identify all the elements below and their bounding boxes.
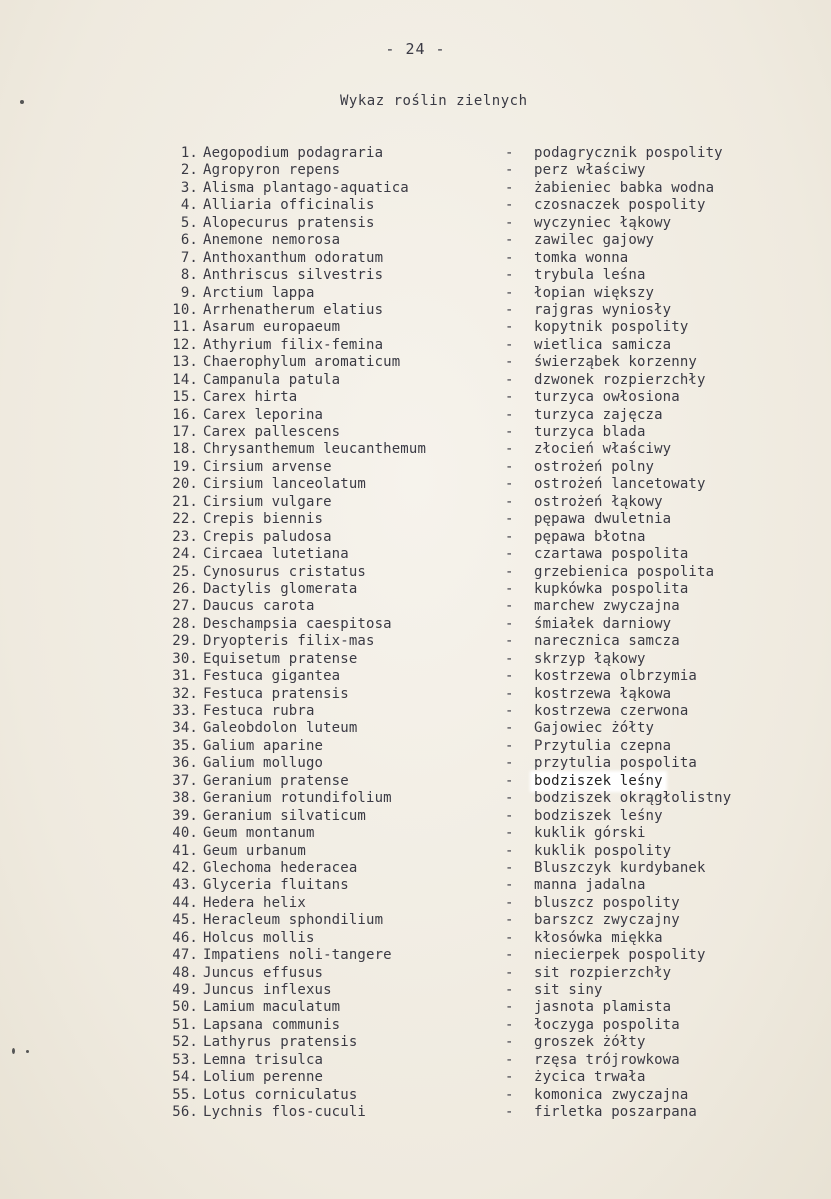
entry-number: 18.	[172, 441, 198, 458]
latin-name: Aegopodium podagraria	[203, 145, 384, 161]
polish-name: pępawa błotna	[534, 528, 646, 545]
entry-number: 36.	[172, 755, 198, 772]
latin-name: Festuca pratensis	[203, 685, 349, 702]
latin-name: Anthoxanthum odoratum	[203, 249, 384, 266]
latin-name: Asarum europaeum	[203, 319, 341, 336]
polish-name: śmiałek darniowy	[534, 615, 672, 632]
list-item	[0, 145, 831, 162]
entry-number: 11.	[172, 319, 198, 336]
separator-dash: -	[505, 336, 514, 353]
latin-name: Cynosurus cristatus	[203, 563, 366, 580]
list-item	[0, 843, 831, 860]
latin-name: Dactylis glomerata	[203, 580, 358, 597]
polish-name: grzebienica pospolita	[534, 563, 715, 580]
entry-number: 33.	[172, 703, 198, 719]
page-number: - 24 -	[385, 40, 446, 58]
list-item	[0, 581, 831, 598]
polish-name: marchew zwyczajna	[534, 598, 680, 615]
entry-number: 35.	[172, 737, 198, 754]
entry-number: 23.	[172, 528, 198, 545]
polish-name: kostrzewa olbrzymia	[534, 668, 697, 685]
separator-dash: -	[505, 929, 514, 946]
latin-name: Cirsium arvense	[203, 458, 332, 475]
entry-number: 15.	[172, 389, 198, 406]
polish-name: kopytnik pospolity	[534, 319, 689, 336]
separator-dash: -	[505, 825, 514, 842]
separator-dash: -	[505, 1016, 514, 1033]
separator-dash: -	[505, 999, 514, 1016]
separator-dash: -	[505, 424, 514, 440]
polish-name: groszek żółty	[534, 1034, 646, 1051]
polish-name: turzyca owłosiona	[534, 389, 680, 406]
separator-dash: -	[505, 842, 514, 859]
entry-number: 4.	[180, 197, 198, 214]
polish-name: rajgras wyniosły	[534, 301, 672, 318]
list-item	[0, 616, 831, 633]
separator-dash: -	[505, 947, 514, 964]
entry-number: 27.	[172, 598, 198, 615]
entry-number: 42.	[172, 859, 198, 876]
list-item	[0, 982, 831, 999]
separator-dash: -	[505, 807, 514, 824]
entry-number: 54.	[172, 1069, 198, 1086]
polish-name: łopian większy	[534, 284, 655, 301]
latin-name: Alliaria officinalis	[203, 197, 375, 214]
polish-name: bodziszek okrągłolistny	[534, 790, 732, 807]
entry-number: 55.	[172, 1086, 198, 1103]
latin-name: Lapsana communis	[203, 1016, 341, 1033]
list-item	[0, 389, 831, 406]
polish-name: sit rozpierzchły	[534, 964, 672, 981]
separator-dash: -	[505, 371, 514, 388]
polish-name: kupkówka pospolita	[534, 580, 689, 597]
list-item	[0, 860, 831, 877]
separator-dash: -	[505, 912, 514, 929]
entry-number: 17.	[172, 424, 198, 440]
polish-name: ostrożeń polny	[534, 458, 655, 475]
margin-speck	[20, 100, 24, 104]
entry-number: 3.	[180, 179, 198, 196]
latin-name: Holcus mollis	[203, 929, 315, 946]
separator-dash: -	[505, 877, 514, 894]
latin-name: Carex leporina	[203, 406, 324, 423]
latin-name: Alisma plantago-aquatica	[203, 179, 409, 196]
separator-dash: -	[505, 755, 514, 772]
list-item	[0, 1052, 831, 1069]
separator-dash: -	[505, 145, 514, 161]
page-title: Wykaz roślin zielnych	[340, 93, 528, 109]
entry-number: 50.	[172, 999, 198, 1016]
entry-number: 51.	[172, 1016, 198, 1033]
separator-dash: -	[505, 1086, 514, 1103]
list-item	[0, 1017, 831, 1034]
list-item	[0, 232, 831, 249]
latin-name: Crepis paludosa	[203, 528, 332, 545]
entry-number: 22.	[172, 511, 198, 528]
list-item	[0, 441, 831, 458]
separator-dash: -	[505, 301, 514, 318]
entry-number: 19.	[172, 458, 198, 475]
entry-number: 32.	[172, 685, 198, 702]
latin-name: Lolium perenne	[203, 1069, 324, 1086]
polish-name: kłosówka miękka	[534, 929, 663, 946]
separator-dash: -	[505, 354, 514, 371]
list-item	[0, 877, 831, 894]
list-item	[0, 319, 831, 336]
latin-name: Lemna trisulca	[203, 1051, 324, 1068]
polish-name: kostrzewa czerwona	[534, 703, 689, 719]
polish-name: manna jadalna	[534, 877, 646, 894]
separator-dash: -	[505, 232, 514, 249]
list-item	[0, 703, 831, 720]
entry-number: 25.	[172, 563, 198, 580]
separator-dash: -	[505, 476, 514, 493]
separator-dash: -	[505, 894, 514, 911]
entry-number: 5.	[180, 214, 198, 231]
polish-name: dzwonek rozpierzchły	[534, 371, 706, 388]
latin-name: Arctium lappa	[203, 284, 315, 301]
polish-name: Bluszczyk kurdybanek	[534, 859, 706, 876]
separator-dash: -	[505, 528, 514, 545]
entry-number: 26.	[172, 580, 198, 597]
list-item	[0, 825, 831, 842]
entry-number: 43.	[172, 877, 198, 894]
polish-name: kostrzewa łąkowa	[534, 685, 672, 702]
latin-name: Hedera helix	[203, 894, 306, 911]
entry-number: 31.	[172, 668, 198, 685]
latin-name: Campanula patula	[203, 371, 341, 388]
polish-name: czartawa pospolita	[534, 546, 689, 563]
list-item	[0, 337, 831, 354]
list-item	[0, 930, 831, 947]
list-item	[0, 424, 831, 441]
list-item	[0, 197, 831, 214]
list-item	[0, 1104, 831, 1121]
separator-dash: -	[505, 633, 514, 650]
list-item	[0, 302, 831, 319]
list-item	[0, 947, 831, 964]
separator-dash: -	[505, 1069, 514, 1086]
entry-number: 10.	[172, 301, 198, 318]
entry-number: 30.	[172, 650, 198, 667]
entry-number: 28.	[172, 615, 198, 632]
polish-name: niecierpek pospolity	[534, 947, 706, 964]
list-item	[0, 668, 831, 685]
entry-number: 2.	[180, 162, 198, 179]
polish-name: przytulia pospolita	[534, 755, 697, 772]
polish-name: złocień właściwy	[534, 441, 672, 458]
list-item	[0, 511, 831, 528]
entry-number: 37.	[172, 772, 198, 789]
latin-name: Dryopteris filix-mas	[203, 633, 375, 650]
entry-number: 44.	[172, 894, 198, 911]
entry-number: 45.	[172, 912, 198, 929]
list-item	[0, 250, 831, 267]
polish-name: narecznica samcza	[534, 633, 680, 650]
separator-dash: -	[505, 563, 514, 580]
polish-name: zawilec gajowy	[534, 232, 655, 249]
entry-number: 1.	[180, 145, 198, 161]
list-item	[0, 372, 831, 389]
entry-number: 14.	[172, 371, 198, 388]
latin-name: Athyrium filix-femina	[203, 336, 384, 353]
latin-name: Glyceria fluitans	[203, 877, 349, 894]
polish-name: turzyca zajęcza	[534, 406, 663, 423]
list-item	[0, 755, 831, 772]
polish-name: czosnaczek pospolity	[534, 197, 706, 214]
polish-name: łoczyga pospolita	[534, 1016, 680, 1033]
separator-dash: -	[505, 685, 514, 702]
entry-number: 53.	[172, 1051, 198, 1068]
list-item	[0, 1087, 831, 1104]
list-item	[0, 354, 831, 371]
latin-name: Glechoma hederacea	[203, 859, 358, 876]
polish-name: żabieniec babka wodna	[534, 179, 715, 196]
polish-name: perz właściwy	[534, 162, 646, 179]
latin-name: Agropyron repens	[203, 162, 341, 179]
separator-dash: -	[505, 668, 514, 685]
polish-name: bluszcz pospolity	[534, 894, 680, 911]
list-item	[0, 1069, 831, 1086]
latin-name: Juncus inflexus	[203, 982, 332, 998]
separator-dash: -	[505, 790, 514, 807]
latin-name: Lathyrus pratensis	[203, 1034, 358, 1051]
list-item	[0, 215, 831, 232]
separator-dash: -	[505, 406, 514, 423]
entry-number: 46.	[172, 929, 198, 946]
list-item	[0, 965, 831, 982]
polish-name: turzyca blada	[534, 424, 646, 440]
polish-name: skrzyp łąkowy	[534, 650, 646, 667]
latin-name: Geranium rotundifolium	[203, 790, 392, 807]
list-item	[0, 773, 831, 790]
list-item	[0, 267, 831, 284]
separator-dash: -	[505, 580, 514, 597]
latin-name: Carex hirta	[203, 389, 298, 406]
polish-name: Przytulia czepna	[534, 737, 672, 754]
separator-dash: -	[505, 1034, 514, 1051]
margin-speck	[26, 1050, 29, 1053]
list-item	[0, 564, 831, 581]
polish-name: barszcz zwyczajny	[534, 912, 680, 929]
entry-number: 7.	[180, 249, 198, 266]
separator-dash: -	[505, 162, 514, 179]
separator-dash: -	[505, 615, 514, 632]
list-item	[0, 720, 831, 737]
latin-name: Lamium maculatum	[203, 999, 341, 1016]
latin-name: Lotus corniculatus	[203, 1086, 358, 1103]
list-item	[0, 633, 831, 650]
polish-name: pępawa dwuletnia	[534, 511, 672, 528]
polish-name: bodziszek leśny	[534, 807, 663, 824]
entry-number: 34.	[172, 720, 198, 737]
margin-speck	[12, 1048, 15, 1054]
separator-dash: -	[505, 458, 514, 475]
latin-name: Galeobdolon luteum	[203, 720, 358, 737]
list-item	[0, 598, 831, 615]
polish-name: sit siny	[534, 982, 603, 998]
latin-name: Geranium pratense	[203, 772, 349, 789]
list-item	[0, 999, 831, 1016]
list-item	[0, 529, 831, 546]
separator-dash: -	[505, 720, 514, 737]
latin-name: Circaea lutetiana	[203, 546, 349, 563]
separator-dash: -	[505, 441, 514, 458]
polish-name: wietlica samicza	[534, 336, 672, 353]
entry-number: 8.	[180, 267, 198, 284]
entry-number: 21.	[172, 493, 198, 510]
latin-name: Carex pallescens	[203, 424, 341, 440]
latin-name: Geum montanum	[203, 825, 315, 842]
latin-name: Festuca gigantea	[203, 668, 341, 685]
species-list	[0, 145, 831, 1122]
latin-name: Lychnis flos-cuculi	[203, 1104, 366, 1121]
latin-name: Anthriscus silvestris	[203, 267, 384, 284]
latin-name: Juncus effusus	[203, 964, 324, 981]
list-item	[0, 476, 831, 493]
separator-dash: -	[505, 964, 514, 981]
latin-name: Festuca rubra	[203, 703, 315, 719]
latin-name: Anemone nemorosa	[203, 232, 341, 249]
latin-name: Cirsium lanceolatum	[203, 476, 366, 493]
latin-name: Cirsium vulgare	[203, 493, 332, 510]
entry-number: 13.	[172, 354, 198, 371]
entry-number: 40.	[172, 825, 198, 842]
separator-dash: -	[505, 267, 514, 284]
latin-name: Daucus carota	[203, 598, 315, 615]
latin-name: Alopecurus pratensis	[203, 214, 375, 231]
list-item	[0, 686, 831, 703]
entry-number: 52.	[172, 1034, 198, 1051]
polish-name: rzęsa trójrowkowa	[534, 1051, 680, 1068]
list-item	[0, 895, 831, 912]
latin-name: Crepis biennis	[203, 511, 324, 528]
separator-dash: -	[505, 319, 514, 336]
separator-dash: -	[505, 214, 514, 231]
polish-name: ostrożeń lancetowaty	[534, 476, 706, 493]
entry-number: 20.	[172, 476, 198, 493]
separator-dash: -	[505, 493, 514, 510]
entry-number: 38.	[172, 790, 198, 807]
list-item	[0, 808, 831, 825]
separator-dash: -	[505, 772, 514, 789]
separator-dash: -	[505, 737, 514, 754]
polish-name: ostrożeń łąkowy	[534, 493, 663, 510]
latin-name: Heracleum sphondilium	[203, 912, 384, 929]
polish-name: życica trwała	[534, 1069, 646, 1086]
entry-number: 29.	[172, 633, 198, 650]
list-item	[0, 162, 831, 179]
separator-dash: -	[505, 703, 514, 719]
separator-dash: -	[505, 982, 514, 998]
polish-name: Gajowiec żółty	[534, 720, 655, 737]
list-item	[0, 790, 831, 807]
latin-name: Deschampsia caespitosa	[203, 615, 392, 632]
latin-name: Galium aparine	[203, 737, 324, 754]
latin-name: Arrhenatherum elatius	[203, 301, 384, 318]
list-item	[0, 738, 831, 755]
latin-name: Galium mollugo	[203, 755, 324, 772]
separator-dash: -	[505, 650, 514, 667]
list-item	[0, 651, 831, 668]
entry-number: 12.	[172, 336, 198, 353]
polish-name: komonica zwyczajna	[534, 1086, 689, 1103]
entry-number: 16.	[172, 406, 198, 423]
polish-name: firletka poszarpana	[534, 1104, 697, 1121]
list-item	[0, 407, 831, 424]
separator-dash: -	[505, 1051, 514, 1068]
entry-number: 47.	[172, 947, 198, 964]
list-item	[0, 180, 831, 197]
separator-dash: -	[505, 1104, 514, 1121]
entry-number: 56.	[172, 1104, 198, 1121]
latin-name: Geranium silvaticum	[203, 807, 366, 824]
separator-dash: -	[505, 179, 514, 196]
polish-name: tomka wonna	[534, 249, 629, 266]
polish-name: bodziszek leśny	[534, 772, 663, 789]
polish-name: kuklik pospolity	[534, 842, 672, 859]
separator-dash: -	[505, 511, 514, 528]
polish-name: podagrycznik pospolity	[534, 145, 723, 161]
separator-dash: -	[505, 284, 514, 301]
entry-number: 9.	[180, 284, 198, 301]
list-item	[0, 1034, 831, 1051]
list-item	[0, 546, 831, 563]
list-item	[0, 285, 831, 302]
polish-name: wyczyniec łąkowy	[534, 214, 672, 231]
entry-number: 39.	[172, 807, 198, 824]
separator-dash: -	[505, 389, 514, 406]
entry-number: 41.	[172, 842, 198, 859]
latin-name: Impatiens noli-tangere	[203, 947, 392, 964]
separator-dash: -	[505, 249, 514, 266]
entry-number: 49.	[172, 982, 198, 998]
latin-name: Chrysanthemum leucanthemum	[203, 441, 427, 458]
polish-name: trybula leśna	[534, 267, 646, 284]
latin-name: Equisetum pratense	[203, 650, 358, 667]
entry-number: 24.	[172, 546, 198, 563]
separator-dash: -	[505, 598, 514, 615]
latin-name: Geum urbanum	[203, 842, 306, 859]
polish-name: kuklik górski	[534, 825, 646, 842]
list-item	[0, 912, 831, 929]
separator-dash: -	[505, 859, 514, 876]
entry-number: 6.	[180, 232, 198, 249]
polish-name: świerząbek korzenny	[534, 354, 697, 371]
latin-name: Chaerophylum aromaticum	[203, 354, 401, 371]
list-item	[0, 494, 831, 511]
list-item	[0, 459, 831, 476]
polish-name: jasnota plamista	[534, 999, 672, 1016]
separator-dash: -	[505, 197, 514, 214]
separator-dash: -	[505, 546, 514, 563]
entry-number: 48.	[172, 964, 198, 981]
